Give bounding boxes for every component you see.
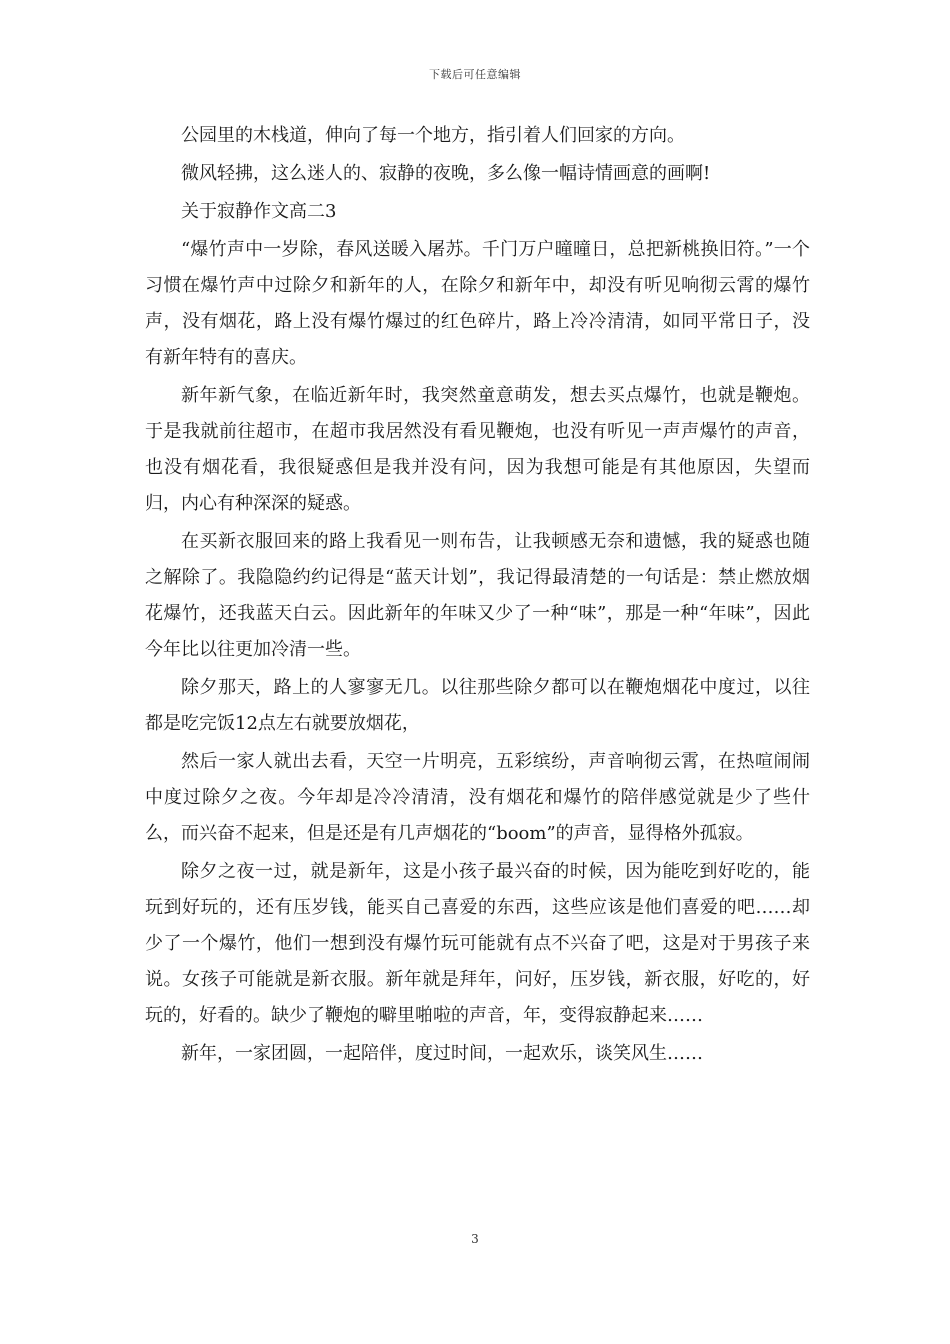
paragraph: 新年新气象，在临近新年时，我突然童意萌发，想去买点爆竹，也就是鞭炮。于是我就前往超市，在超市我居然没有看见鞭炮，也没有听见一声声爆竹的声音，也没有烟花看，我很疑惑但是我并没有问，因为我想可能是有其他原因，失望而归，内心有种深深的疑惑。: [145, 385, 810, 514]
paragraph: 除夕之夜一过，就是新年，这是小孩子最兴奋的时候，因为能吃到好吃的，能玩到好玩的，还有压岁钱，能买自己喜爱的东西，这些应该是他们喜爱的吧……却少了一个爆竹，他们一想到没有爆竹玩可能就有点不兴奋了吧，这是对于男孩子来说。女孩子可能就是新衣服。新年就是拜年，问好，压岁钱，新衣服，好吃的，好玩的，好看的。缺少了鞭炮的噼里啪啦的声音，年，变得寂静起来……: [145, 861, 810, 1026]
paragraph: “爆竹声中一岁除，春风送暖入屠苏。千门万户曈曈日，总把新桃换旧符。”一个习惯在爆竹声中过除夕和新年的人，在除夕和新年中，却没有听见响彻云霄的爆竹声，没有烟花，路上没有爆竹爆过的红色碎片，路上冷冷清清，如同平常日子，没有新年特有的喜庆。: [145, 239, 810, 368]
paragraph: 在买新衣服回来的路上我看见一则布告，让我顿感无奈和遗憾，我的疑惑也随之解除了。我隐隐约约记得是“蓝天计划”，我记得最清楚的一句话是：禁止燃放烟花爆竹，还我蓝天白云。因此新年的年味又少了一种“味”，那是一种“年味”，因此今年比以往更加冷清一些。: [145, 531, 810, 660]
paragraph: 然后一家人就出去看，天空一片明亮，五彩缤纷，声音响彻云霄，在热喧闹闹中度过除夕之夜。今年却是冷冷清清，没有烟花和爆竹的陪伴感觉就是少了些什么，而兴奋不起来，但是还是有几声烟花的“boom”的声音，显得格外孤寂。: [145, 751, 810, 844]
paragraph: 微风轻拂，这么迷人的、寂静的夜晚，多么像一幅诗情画意的画啊!: [181, 163, 711, 184]
paragraph: 公园里的木栈道，伸向了每一个地方，指引着人们回家的方向。: [181, 125, 685, 146]
paragraph: 新年，一家团圆，一起陪伴，度过时间，一起欢乐，谈笑风生……: [181, 1043, 703, 1064]
section-heading: 关于寂静作文高二3: [181, 201, 337, 222]
document-body: [145, 118, 810, 1072]
page-number: 3: [471, 1232, 479, 1246]
paragraph: 除夕那天，路上的人寥寥无几。以往那些除夕都可以在鞭炮烟花中度过，以往都是吃完饭12点左右就要放烟花，: [145, 677, 810, 734]
page-header-note: 下载后可任意编辑: [429, 68, 521, 81]
